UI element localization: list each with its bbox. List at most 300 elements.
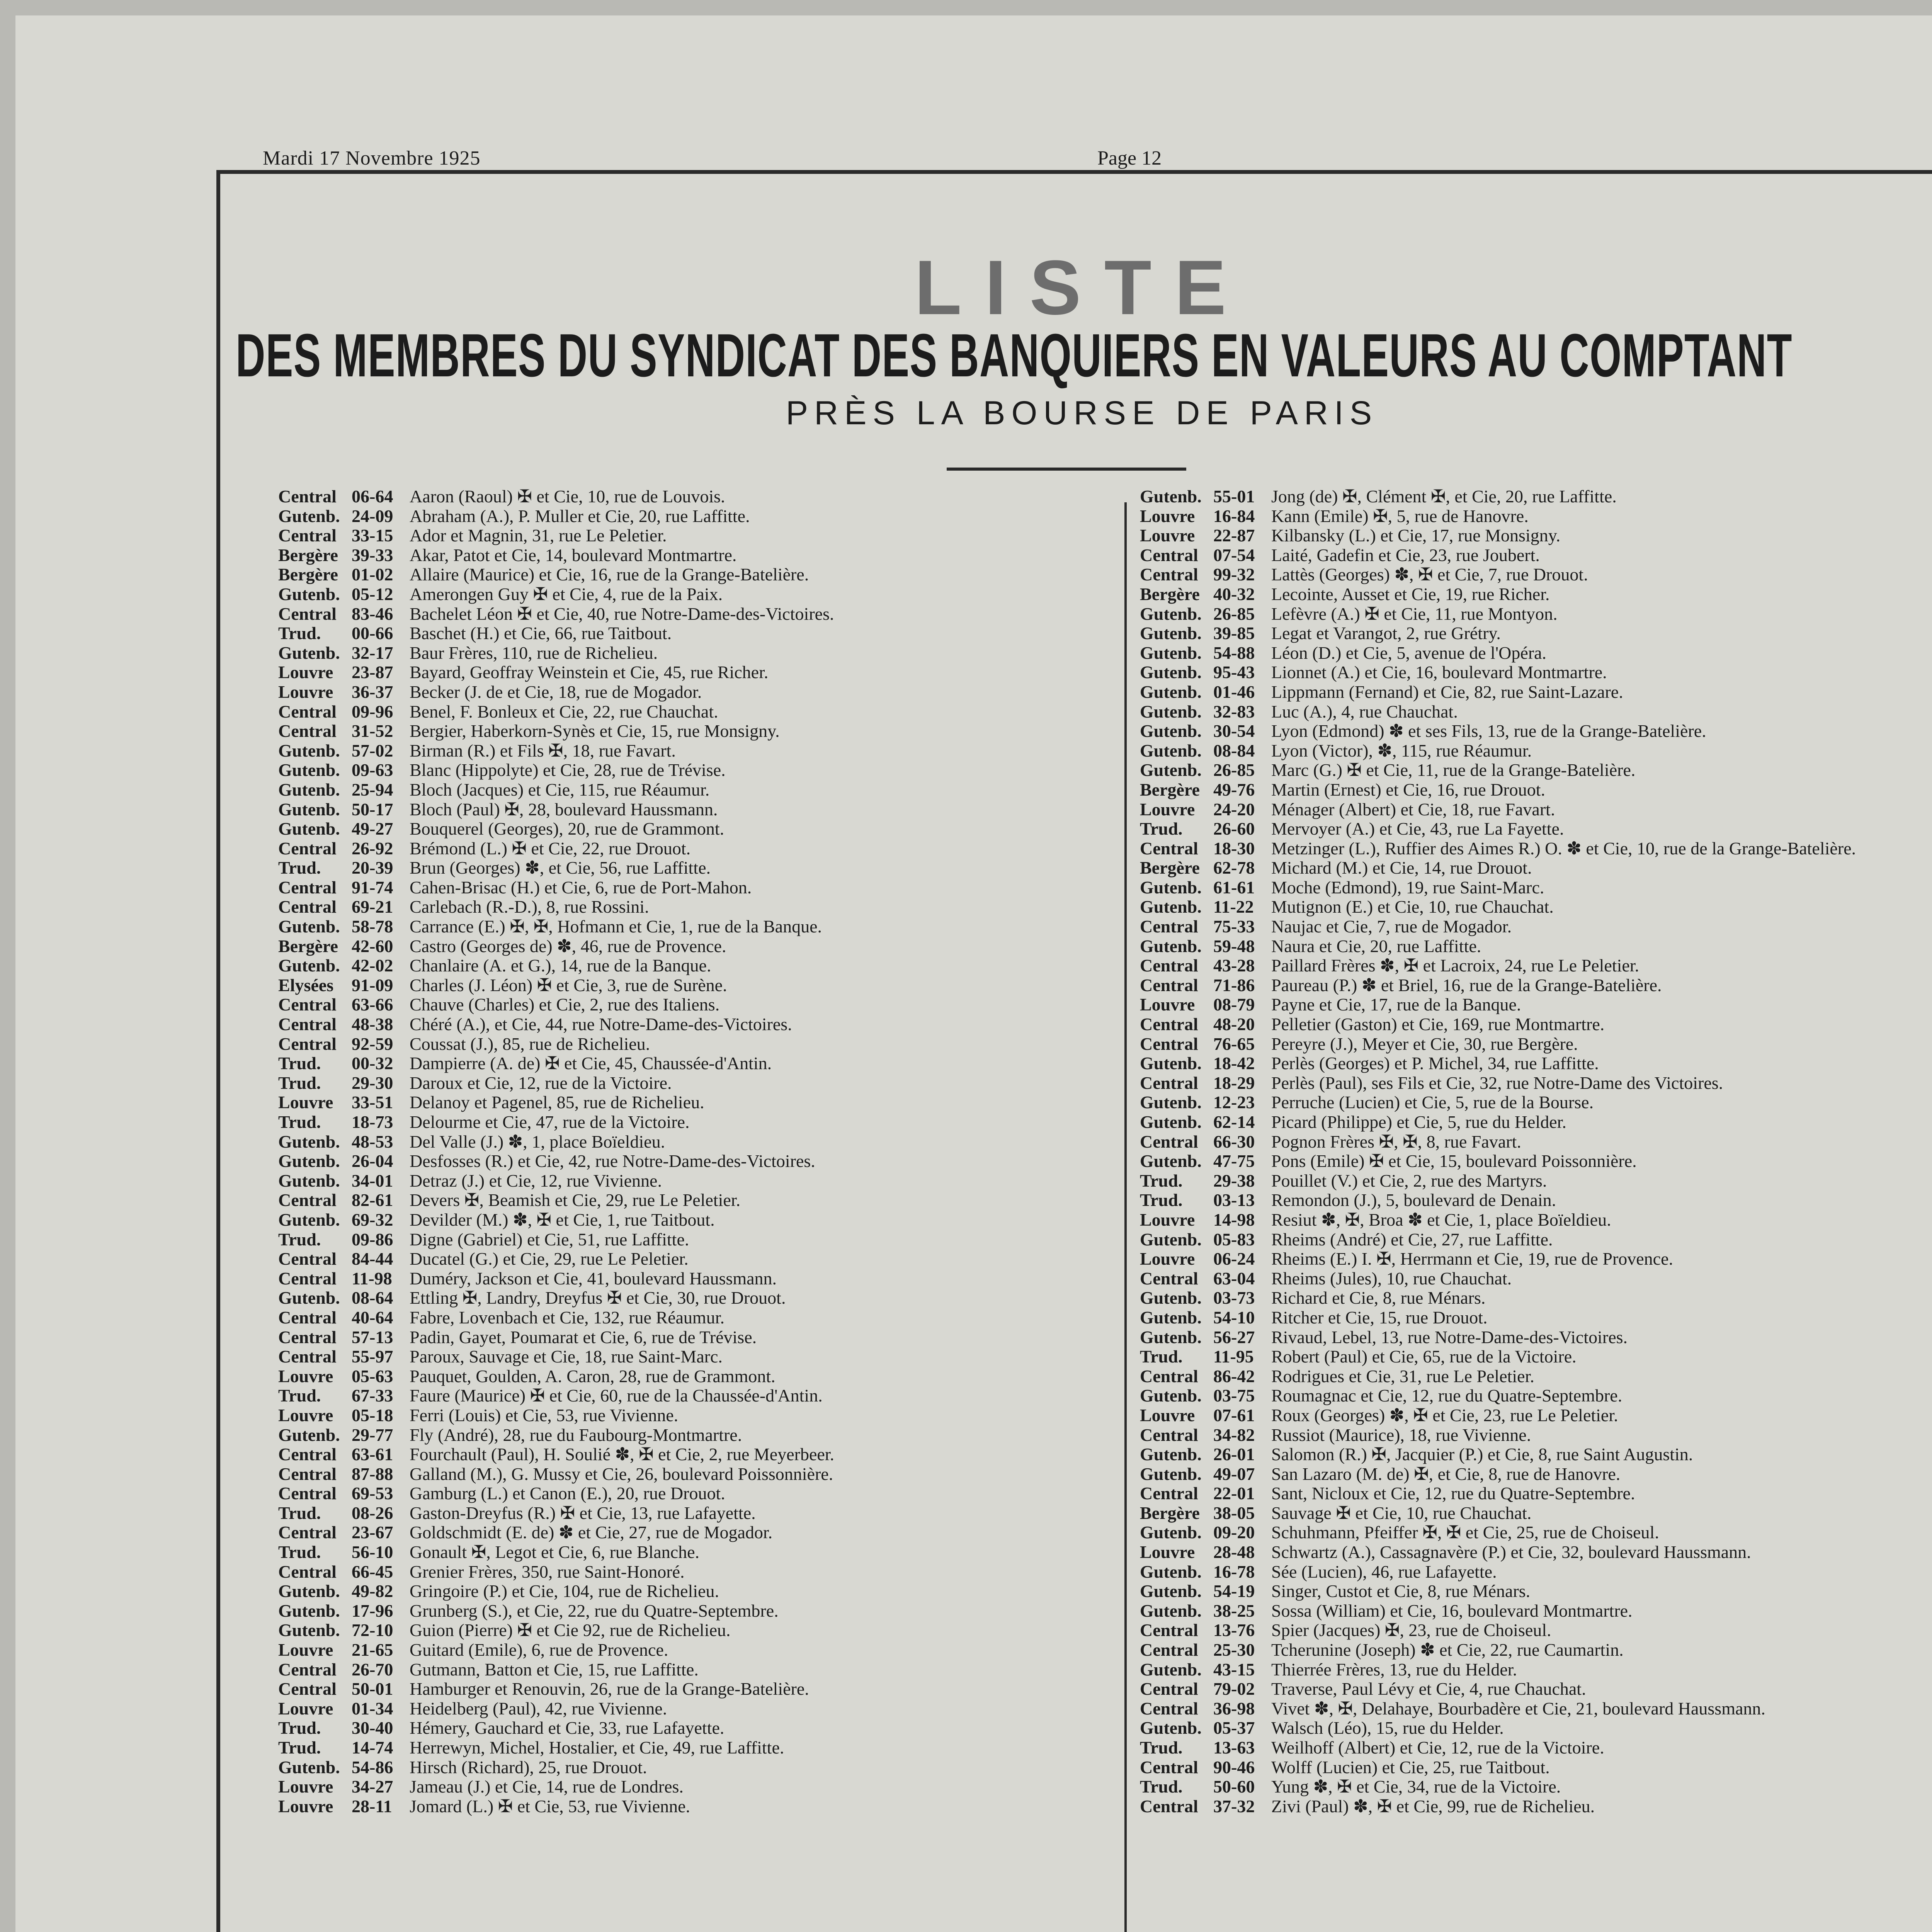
member-name: Detraz (J.) et Cie, 12, rue Vivienne.: [410, 1171, 662, 1190]
member-entry: [1140, 1543, 1932, 1562]
member-entry: [278, 1718, 1267, 1738]
exchange: Louvre: [1140, 1543, 1195, 1562]
exchange: Louvre: [1140, 1210, 1195, 1230]
member-name: Brémond (L.) ✠ et Cie, 22, rue Drouot.: [410, 838, 691, 858]
member-entry: [278, 526, 1267, 546]
member-name: Singer, Custot et Cie, 8, rue Ménars.: [1271, 1582, 1531, 1601]
page-number: Page 12: [1097, 147, 1162, 169]
member-name: Rheims (E.) I. ✠, Herrmann et Cie, 19, rue de Provence.: [1271, 1249, 1673, 1269]
phone-number: 59-48: [1213, 936, 1255, 956]
phone-number: 42-02: [352, 956, 393, 976]
member-entry: [1140, 1347, 1932, 1367]
exchange: Bergère: [1140, 1503, 1200, 1523]
member-entry: [278, 1288, 1267, 1308]
member-entry: [1140, 1269, 1932, 1289]
exchange: Central: [1140, 1269, 1198, 1288]
member-name: Rodrigues et Cie, 31, rue Le Peletier.: [1271, 1366, 1534, 1386]
phone-number: 29-38: [1213, 1171, 1255, 1190]
phone-number: 39-85: [1213, 624, 1255, 643]
member-name: Desfosses (R.) et Cie, 42, rue Notre-Dame-des-Victoires.: [410, 1151, 815, 1171]
member-name: Pereyre (J.), Meyer et Cie, 30, rue Bergère.: [1271, 1034, 1578, 1054]
member-name: Sossa (William) et Cie, 16, boulevard Montmartre.: [1271, 1601, 1633, 1621]
phone-number: 95-43: [1213, 663, 1255, 682]
member-name: Traverse, Paul Lévy et Cie, 4, rue Chauchat.: [1271, 1679, 1586, 1699]
phone-number: 69-32: [352, 1210, 393, 1230]
member-entry: [278, 1073, 1267, 1093]
member-name: Laité, Gadefin et Cie, 23, rue Joubert.: [1271, 545, 1540, 565]
phone-number: 09-63: [352, 760, 393, 780]
member-name: Lyon (Edmond) ✽ et ses Fils, 13, rue de la Grange-Batelière.: [1271, 721, 1706, 741]
member-name: Padin, Gayet, Poumarat et Cie, 6, rue de Trévise.: [410, 1327, 757, 1347]
member-name: Benel, F. Bonleux et Cie, 22, rue Chauchat.: [410, 702, 718, 721]
exchange: Trud.: [1140, 1171, 1183, 1190]
exchange: Gutenb.: [1140, 1582, 1202, 1601]
member-entry: [278, 819, 1267, 839]
member-name: Roux (Georges) ✽, ✠ et Cie, 23, rue Le Peletier.: [1271, 1405, 1618, 1425]
phone-number: 26-92: [352, 838, 393, 858]
member-name: Lattès (Georges) ✽, ✠ et Cie, 7, rue Drouot.: [1271, 565, 1588, 585]
member-name: Heidelberg (Paul), 42, rue Vivienne.: [410, 1699, 667, 1718]
member-entry: [278, 1523, 1267, 1543]
exchange: Louvre: [278, 663, 333, 682]
exchange: Louvre: [278, 1699, 333, 1718]
member-entry: [1140, 1699, 1932, 1719]
member-entry: [278, 760, 1267, 780]
member-name: Perruche (Lucien) et Cie, 5, rue de la Bourse.: [1271, 1093, 1594, 1112]
member-name: Ferri (Louis) et Cie, 53, rue Vivienne.: [410, 1405, 679, 1425]
phone-number: 36-37: [352, 682, 393, 702]
member-entry: [278, 1190, 1267, 1210]
member-name: Abraham (A.), P. Muller et Cie, 20, rue Laffitte.: [410, 506, 750, 526]
exchange: Gutenb.: [1140, 878, 1202, 897]
member-entry: [1140, 1601, 1932, 1621]
member-name: Birman (R.) et Fils ✠, 18, rue Favart.: [410, 741, 676, 760]
member-entry: [1140, 1406, 1932, 1425]
member-name: Lionnet (A.) et Cie, 16, boulevard Montmartre.: [1271, 663, 1607, 682]
member-entry: [278, 604, 1267, 624]
exchange: Trud.: [278, 1054, 321, 1073]
member-name: Walsch (Léo), 15, rue du Helder.: [1271, 1718, 1504, 1738]
exchange: Gutenb.: [1140, 604, 1202, 624]
member-entry: [278, 1464, 1267, 1484]
phone-number: 42-60: [352, 936, 393, 956]
member-entry: [1140, 487, 1932, 507]
phone-number: 36-98: [1213, 1699, 1255, 1718]
exchange: Gutenb.: [278, 643, 340, 663]
phone-number: 12-23: [1213, 1093, 1255, 1112]
exchange: Central: [278, 1484, 337, 1503]
member-name: Gonault ✠, Legot et Cie, 6, rue Blanche.: [410, 1543, 700, 1562]
exchange: Louvre: [1140, 526, 1195, 546]
exchange: Louvre: [1140, 995, 1195, 1015]
exchange: Central: [278, 702, 337, 721]
member-entry: [278, 741, 1267, 761]
member-entry: [1140, 995, 1932, 1015]
phone-number: 25-94: [352, 780, 393, 799]
member-name: Kann (Emile) ✠, 5, rue de Hanovre.: [1271, 506, 1529, 526]
exchange: Gutenb.: [1140, 1230, 1202, 1249]
exchange: Central: [278, 1015, 337, 1034]
phone-number: 66-30: [1213, 1132, 1255, 1151]
phone-number: 18-30: [1213, 838, 1255, 858]
member-name: Bouquerel (Georges), 20, rue de Grammont.: [410, 819, 724, 839]
exchange: Bergère: [278, 936, 338, 956]
phone-number: 05-83: [1213, 1230, 1255, 1249]
member-name: Faure (Maurice) ✠ et Cie, 60, rue de la Chaussée-d'Antin.: [410, 1386, 823, 1406]
member-entry: [1140, 1073, 1932, 1093]
member-entry: [278, 1797, 1267, 1816]
phone-number: 18-73: [352, 1112, 393, 1132]
phone-number: 29-77: [352, 1425, 393, 1445]
member-name: Chanlaire (A. et G.), 14, rue de la Banque.: [410, 956, 711, 976]
member-name: Grunberg (S.), et Cie, 22, rue du Quatre-Septembre.: [410, 1601, 779, 1621]
phone-number: 38-05: [1213, 1503, 1255, 1523]
member-name: Pognon Frères ✠, ✠, 8, rue Favart.: [1271, 1132, 1521, 1151]
exchange: Trud.: [278, 1230, 321, 1249]
member-name: Bloch (Jacques) et Cie, 115, rue Réaumur.: [410, 780, 710, 799]
member-name: Lefèvre (A.) ✠ et Cie, 11, rue Montyon.: [1271, 604, 1558, 624]
member-entry: [278, 917, 1267, 937]
phone-number: 13-63: [1213, 1738, 1255, 1757]
exchange: Trud.: [278, 1718, 321, 1738]
phone-number: 76-65: [1213, 1034, 1255, 1054]
member-entry: [1140, 1190, 1932, 1210]
exchange: Louvre: [278, 1777, 333, 1797]
phone-number: 05-12: [352, 584, 393, 604]
member-entry: [278, 507, 1267, 526]
member-name: Payne et Cie, 17, rue de la Banque.: [1271, 995, 1521, 1015]
exchange: Central: [278, 604, 337, 624]
exchange: Central: [1140, 838, 1198, 858]
exchange: Central: [278, 1562, 337, 1582]
phone-number: 08-64: [352, 1288, 393, 1308]
exchange: Gutenb.: [278, 1171, 340, 1190]
member-entry: [278, 1621, 1267, 1640]
exchange: Gutenb.: [278, 1621, 340, 1640]
phone-number: 49-82: [352, 1582, 393, 1601]
member-entry: [1140, 956, 1932, 976]
member-name: Aaron (Raoul) ✠ et Cie, 10, rue de Louvois.: [410, 487, 725, 506]
member-entry: [1140, 1621, 1932, 1640]
phone-number: 63-04: [1213, 1269, 1255, 1288]
phone-number: 91-09: [352, 975, 393, 995]
phone-number: 84-44: [352, 1249, 393, 1269]
exchange: Central: [1140, 917, 1198, 937]
members-list-right: [1140, 487, 1932, 1816]
exchange: Gutenb.: [1140, 936, 1202, 956]
member-entry: [278, 565, 1267, 585]
phone-number: 03-73: [1213, 1288, 1255, 1308]
member-name: Gamburg (L.) et Canon (E.), 20, rue Drouot.: [410, 1484, 725, 1503]
exchange: Trud.: [278, 1112, 321, 1132]
phone-number: 01-02: [352, 565, 393, 585]
bordered-frame: [216, 170, 1932, 1932]
phone-number: 18-29: [1213, 1073, 1255, 1093]
exchange: Gutenb.: [1140, 1445, 1202, 1464]
phone-number: 40-32: [1213, 584, 1255, 604]
member-name: Pouillet (V.) et Cie, 2, rue des Martyrs.: [1271, 1171, 1547, 1190]
member-entry: [1140, 507, 1932, 526]
phone-number: 23-67: [352, 1523, 393, 1543]
exchange: Gutenb.: [1140, 741, 1202, 760]
exchange: Bergère: [278, 545, 338, 565]
exchange: Gutenb.: [1140, 643, 1202, 663]
member-name: Lippmann (Fernand) et Cie, 82, rue Saint-Lazare.: [1271, 682, 1623, 702]
exchange: Gutenb.: [1140, 1718, 1202, 1738]
member-entry: [1140, 1288, 1932, 1308]
member-name: Picard (Philippe) et Cie, 5, rue du Helder.: [1271, 1112, 1566, 1132]
exchange: Central: [278, 1327, 337, 1347]
exchange: Central: [278, 1660, 337, 1679]
member-name: Ducatel (G.) et Cie, 29, rue Le Peletier.: [410, 1249, 689, 1269]
member-name: Rheims (André) et Cie, 27, rue Laffitte.: [1271, 1230, 1553, 1249]
member-name: Naura et Cie, 20, rue Laffitte.: [1271, 936, 1481, 956]
issue-date: Mardi 17 Novembre 1925: [263, 147, 481, 169]
member-entry: [1140, 1230, 1932, 1250]
exchange: Central: [278, 1347, 337, 1367]
member-entry: [1140, 819, 1932, 839]
member-entry: [1140, 800, 1932, 820]
phone-number: 54-86: [352, 1757, 393, 1777]
member-name: Bergier, Haberkorn-Synès et Cie, 15, rue Monsigny.: [410, 721, 780, 741]
member-entry: [278, 1562, 1267, 1582]
phone-number: 26-85: [1213, 604, 1255, 624]
member-name: Schwartz (A.), Cassagnavère (P.) et Cie, 32, boulevard Haussmann.: [1271, 1543, 1751, 1562]
exchange: Central: [278, 1249, 337, 1269]
phone-number: 07-61: [1213, 1405, 1255, 1425]
phone-number: 16-84: [1213, 506, 1255, 526]
phone-number: 00-32: [352, 1054, 393, 1073]
member-name: Léon (D.) et Cie, 5, avenue de l'Opéra.: [1271, 643, 1547, 663]
member-name: Gaston-Dreyfus (R.) ✠ et Cie, 13, rue Lafayette.: [410, 1503, 756, 1523]
member-name: Sant, Nicloux et Cie, 12, rue du Quatre-Septembre.: [1271, 1484, 1635, 1503]
exchange: Central: [278, 1308, 337, 1327]
member-name: Amerongen Guy ✠ et Cie, 4, rue de la Paix.: [410, 584, 723, 604]
member-entry: [1140, 1151, 1932, 1171]
member-name: Grenier Frères, 350, rue Saint-Honoré.: [410, 1562, 685, 1582]
exchange: Central: [1140, 956, 1198, 976]
phone-number: 38-25: [1213, 1601, 1255, 1621]
member-entry: [1140, 1464, 1932, 1484]
exchange: Central: [1140, 1679, 1198, 1699]
member-name: Bloch (Paul) ✠, 28, boulevard Haussmann.: [410, 799, 718, 819]
phone-number: 01-34: [352, 1699, 393, 1718]
member-name: Coussat (J.), 85, rue de Richelieu.: [410, 1034, 650, 1054]
member-name: San Lazaro (M. de) ✠, et Cie, 8, rue de Hanovre.: [1271, 1464, 1621, 1484]
member-entry: [278, 1386, 1267, 1406]
exchange: Trud.: [1140, 1777, 1183, 1797]
exchange: Louvre: [1140, 1405, 1195, 1425]
member-entry: [1140, 1015, 1932, 1034]
phone-number: 24-09: [352, 506, 393, 526]
member-name: Ador et Magnin, 31, rue Le Peletier.: [410, 526, 667, 546]
phone-number: 28-48: [1213, 1543, 1255, 1562]
exchange: Gutenb.: [1140, 1054, 1202, 1073]
exchange: Gutenb.: [278, 1151, 340, 1171]
phone-number: 34-27: [352, 1777, 393, 1797]
member-entry: [278, 1679, 1267, 1699]
member-entry: [278, 1445, 1267, 1464]
member-name: Baur Frères, 110, rue de Richelieu.: [410, 643, 658, 663]
exchange: Central: [1140, 1796, 1198, 1816]
member-entry: [1140, 585, 1932, 604]
member-name: Galland (M.), G. Mussy et Cie, 26, boulevard Poissonnière.: [410, 1464, 833, 1484]
exchange: Gutenb.: [278, 780, 340, 799]
member-entry: [278, 995, 1267, 1015]
member-name: Wolff (Lucien) et Cie, 25, rue Taitbout.: [1271, 1757, 1550, 1777]
exchange: Trud.: [278, 624, 321, 643]
exchange: Central: [1140, 1132, 1198, 1151]
member-entry: [1140, 663, 1932, 682]
phone-number: 56-10: [352, 1543, 393, 1562]
phone-number: 32-83: [1213, 702, 1255, 721]
member-name: Schuhmann, Pfeiffer ✠, ✠ et Cie, 25, rue de Choiseul.: [1271, 1523, 1659, 1543]
member-entry: [1140, 721, 1932, 741]
exchange: Gutenb.: [1140, 1523, 1202, 1543]
member-entry: [1140, 1425, 1932, 1445]
member-entry: [1140, 604, 1932, 624]
member-entry: [278, 624, 1267, 643]
member-entry: [1140, 1758, 1932, 1777]
exchange: Central: [1140, 1484, 1198, 1503]
exchange: Gutenb.: [278, 741, 340, 760]
title-membres: DES MEMBRES DU SYNDICAT DES BANQUIERS EN VALEURS AU COMPTANT: [236, 321, 1793, 389]
exchange: Gutenb.: [1140, 721, 1202, 741]
member-name: Perlès (Georges) et P. Michel, 34, rue Laffitte.: [1271, 1054, 1599, 1073]
phone-number: 50-01: [352, 1679, 393, 1699]
exchange: Central: [1140, 1621, 1198, 1640]
phone-number: 55-01: [1213, 487, 1255, 506]
phone-number: 62-14: [1213, 1112, 1255, 1132]
member-entry: [278, 1738, 1267, 1758]
phone-number: 63-61: [352, 1445, 393, 1464]
phone-number: 09-86: [352, 1230, 393, 1249]
phone-number: 26-04: [352, 1151, 393, 1171]
member-name: Roumagnac et Cie, 12, rue du Quatre-Septembre.: [1271, 1386, 1622, 1406]
phone-number: 00-66: [352, 624, 393, 643]
phone-number: 86-42: [1213, 1366, 1255, 1386]
exchange: Bergère: [1140, 780, 1200, 799]
exchange: Trud.: [278, 1073, 321, 1093]
member-name: Gringoire (P.) et Cie, 104, rue de Richelieu.: [410, 1582, 719, 1601]
member-entry: [278, 1171, 1267, 1191]
member-entry: [278, 1425, 1267, 1445]
phone-number: 48-38: [352, 1015, 393, 1034]
member-entry: [1140, 1523, 1932, 1543]
phone-number: 69-21: [352, 897, 393, 917]
phone-number: 49-27: [352, 819, 393, 839]
exchange: Gutenb.: [1140, 1660, 1202, 1679]
exchange: Central: [1140, 565, 1198, 585]
exchange: Gutenb.: [1140, 702, 1202, 721]
exchange: Gutenb.: [1140, 1562, 1202, 1582]
exchange: Central: [278, 1269, 337, 1288]
exchange: Bergère: [1140, 858, 1200, 878]
member-name: Hémery, Gauchard et Cie, 33, rue Lafayette.: [410, 1718, 724, 1738]
exchange: Gutenb.: [1140, 624, 1202, 643]
phone-number: 47-75: [1213, 1151, 1255, 1171]
member-entry: [1140, 682, 1932, 702]
exchange: Gutenb.: [1140, 897, 1202, 917]
member-entry: [278, 682, 1267, 702]
phone-number: 57-13: [352, 1327, 393, 1347]
phone-number: 26-01: [1213, 1445, 1255, 1464]
member-name: Herrewyn, Michel, Hostalier, et Cie, 49, rue Laffitte.: [410, 1738, 784, 1757]
exchange: Gutenb.: [278, 1582, 340, 1601]
member-entry: [1140, 1054, 1932, 1073]
member-name: Fabre, Lovenbach et Cie, 132, rue Réaumur.: [410, 1308, 724, 1327]
member-entry: [1140, 741, 1932, 761]
member-name: Weilhoff (Albert) et Cie, 12, rue de la Victoire.: [1271, 1738, 1604, 1757]
exchange: Gutenb.: [278, 956, 340, 976]
exchange: Gutenb.: [1140, 1151, 1202, 1171]
exchange: Gutenb.: [278, 1288, 340, 1308]
member-name: Devilder (M.) ✽, ✠ et Cie, 1, rue Taitbout.: [410, 1210, 715, 1230]
member-name: Remondon (J.), 5, boulevard de Denain.: [1271, 1190, 1556, 1210]
member-entry: [278, 1367, 1267, 1386]
exchange: Trud.: [278, 858, 321, 878]
phone-number: 71-86: [1213, 975, 1255, 995]
member-entry: [1140, 643, 1932, 663]
phone-number: 22-01: [1213, 1484, 1255, 1503]
phone-number: 24-20: [1213, 799, 1255, 819]
member-entry: [278, 1640, 1267, 1660]
member-name: Jong (de) ✠, Clément ✠, et Cie, 20, rue Laffitte.: [1271, 487, 1617, 506]
phone-number: 23-87: [352, 663, 393, 682]
member-name: Hirsch (Richard), 25, rue Drouot.: [410, 1757, 647, 1777]
exchange: Louvre: [278, 1405, 333, 1425]
member-entry: [1140, 624, 1932, 643]
member-name: Paillard Frères ✽, ✠ et Lacroix, 24, rue Le Peletier.: [1271, 956, 1639, 976]
member-entry: [278, 1758, 1267, 1777]
member-name: Delourme et Cie, 47, rue de la Victoire.: [410, 1112, 690, 1132]
member-entry: [1140, 1777, 1932, 1797]
member-entry: [278, 1015, 1267, 1034]
exchange: Central: [1140, 1757, 1198, 1777]
member-name: Sauvage ✠ et Cie, 10, rue Chauchat.: [1271, 1503, 1532, 1523]
title-rule: [947, 468, 1186, 471]
member-entry: [278, 643, 1267, 663]
phone-number: 13-76: [1213, 1621, 1255, 1640]
member-entry: [1140, 1132, 1932, 1152]
exchange: Gutenb.: [278, 799, 340, 819]
member-name: Naujac et Cie, 7, rue de Mogador.: [1271, 917, 1512, 937]
member-entry: [278, 487, 1267, 507]
exchange: Central: [278, 1445, 337, 1464]
member-entry: [1140, 1797, 1932, 1816]
member-name: Zivi (Paul) ✽, ✠ et Cie, 99, rue de Richelieu.: [1271, 1796, 1595, 1816]
member-name: Kilbansky (L.) et Cie, 17, rue Monsigny.: [1271, 526, 1561, 546]
exchange: Gutenb.: [278, 1757, 340, 1777]
member-name: Guitard (Emile), 6, rue de Provence.: [410, 1640, 668, 1660]
member-entry: [1140, 878, 1932, 898]
member-entry: [278, 956, 1267, 976]
member-entry: [1140, 1738, 1932, 1758]
exchange: Central: [1140, 1425, 1198, 1445]
phone-number: 57-02: [352, 741, 393, 760]
phone-number: 87-88: [352, 1464, 393, 1484]
member-name: Resiut ✽, ✠, Broa ✽ et Cie, 1, place Boïeldieu.: [1271, 1210, 1611, 1230]
member-entry: [278, 1132, 1267, 1152]
exchange: Central: [278, 1464, 337, 1484]
phone-number: 05-63: [352, 1366, 393, 1386]
phone-number: 07-54: [1213, 545, 1255, 565]
exchange: Louvre: [278, 682, 333, 702]
member-entry: [1140, 1445, 1932, 1464]
phone-number: 30-54: [1213, 721, 1255, 741]
member-name: Digne (Gabriel) et Cie, 51, rue Laffitte.: [410, 1230, 689, 1249]
member-name: Fly (André), 28, rue du Faubourg-Montmartre.: [410, 1425, 742, 1445]
